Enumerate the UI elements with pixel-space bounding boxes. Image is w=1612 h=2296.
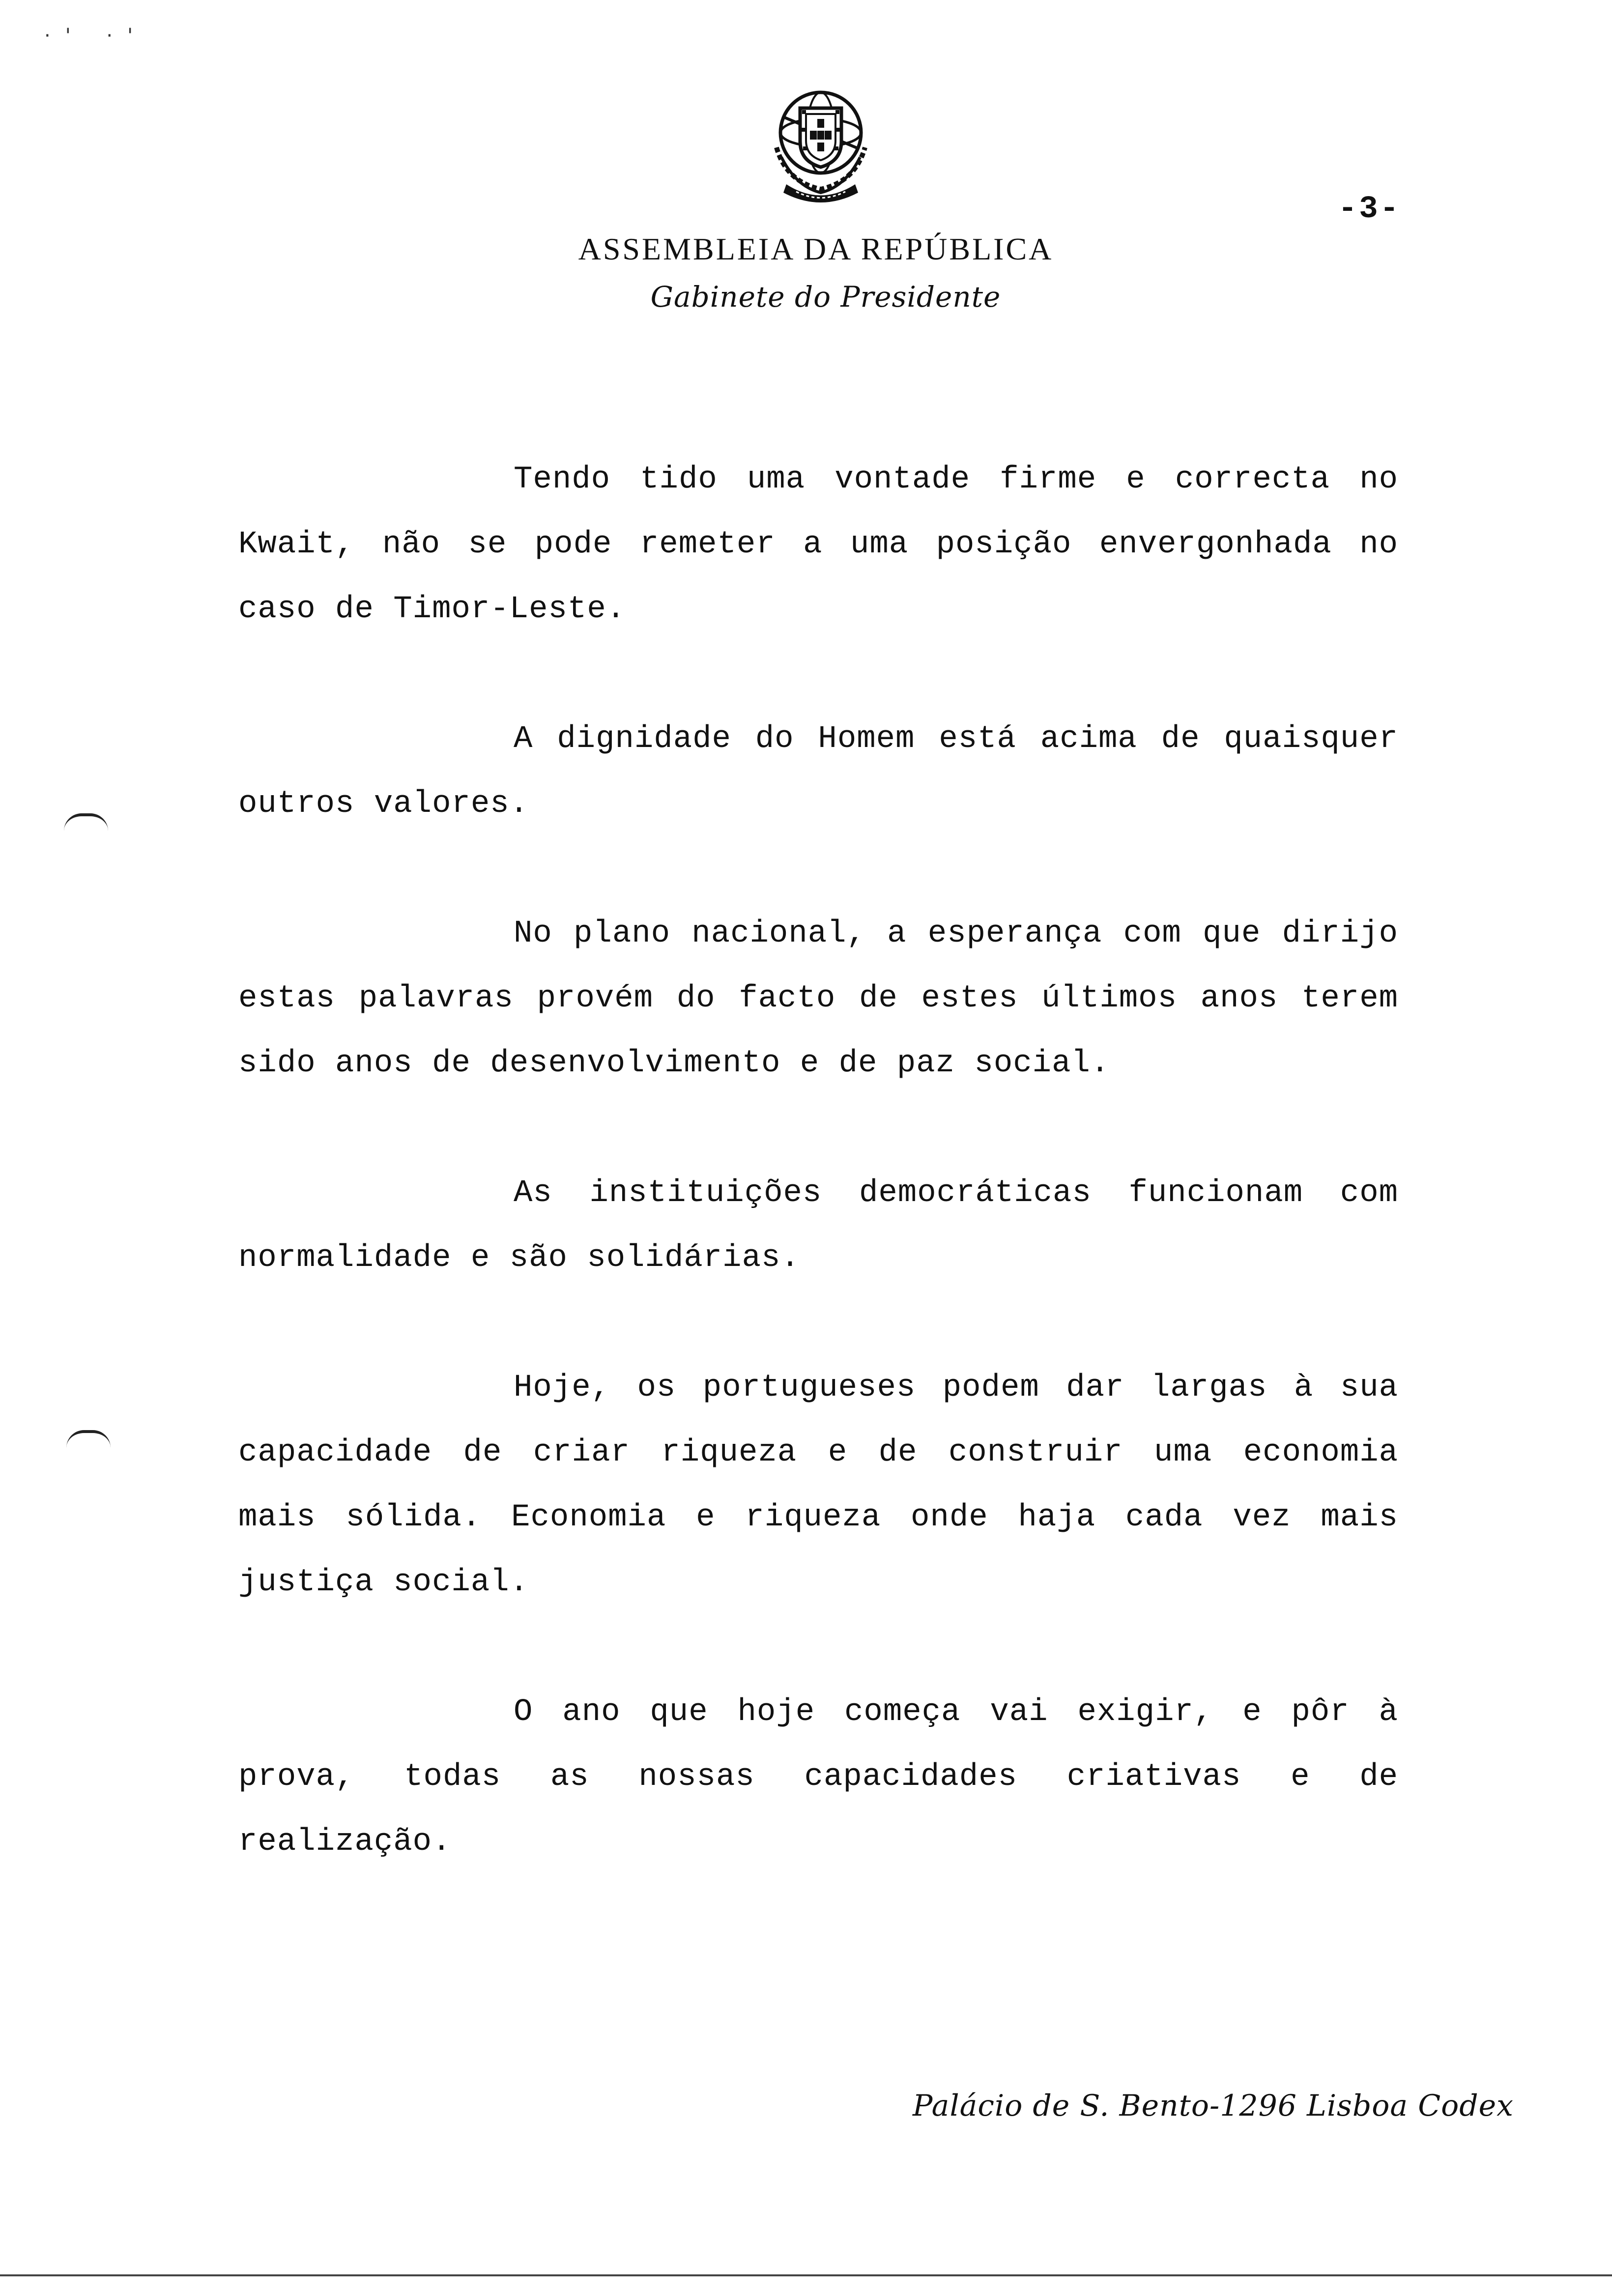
scan-artifact-mark xyxy=(66,1430,111,1448)
scan-artifact-dots: ·' ·' xyxy=(44,25,148,47)
paragraph: As instituições democráticas funcionam com normalidade e são solidárias. xyxy=(238,1176,1398,1276)
paragraph: O ano que hoje começa vai exigir, e pôr à prova, todas as nossas capacidades criativas e de realização. xyxy=(238,1694,1398,1860)
page-number: -3- xyxy=(1338,192,1401,227)
office-name: Gabinete do Presidente xyxy=(650,280,1001,314)
paragraph: A dignidade do Homem está acima de quaisquer outros valores. xyxy=(238,721,1398,822)
paragraph: Hoje, os portugueses podem dar largas à sua capacidade de criar riqueza e de construir uma economia mais sólida. Economia e riqueza onde haja cada vez mais justiça social. xyxy=(238,1370,1398,1600)
footer-address: Palácio de S. Bento-1296 Lisboa Codex xyxy=(913,2089,1514,2123)
scan-artifact-mark xyxy=(64,813,108,831)
paragraph: No plano nacional, a esperança com que dirijo estas palavras provém do facto de estes últimos anos terem sido anos de desenvolvimento e de paz social. xyxy=(238,916,1398,1081)
coat-of-arms-icon xyxy=(767,84,875,206)
letter-body xyxy=(238,447,1398,1939)
paragraph: Tendo tido uma vontade firme e correcta no Kwait, não se pode remeter a uma posição envergonhada no caso de Timor-Leste. xyxy=(238,462,1398,627)
scan-bottom-edge xyxy=(0,2274,1612,2276)
institution-name: ASSEMBLEIA DA REPÚBLICA xyxy=(578,231,1054,266)
